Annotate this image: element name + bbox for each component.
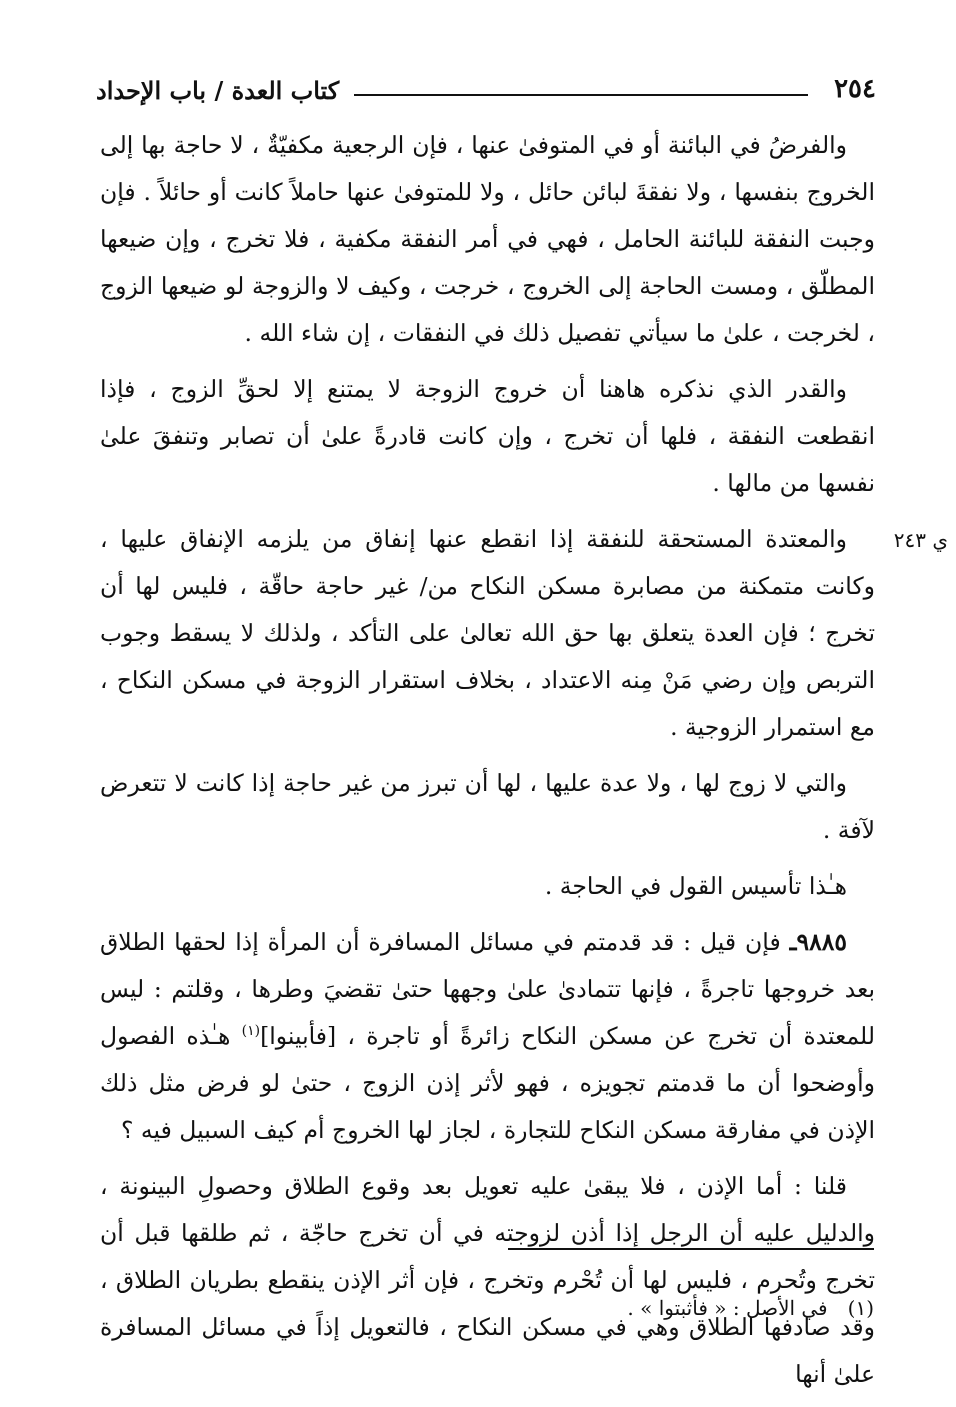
paragraph: والفرضُ في البائنة أو في المتوفىٰ عنها ، فإن الرجعية مكفيّةٌ ، لا حاجة بها إلى الخروج بنفسها ، ولا نفقةَ لبائن حائل ، ولا للمتوفىٰ عنها حاملاً كانت أو حائلاً . فإن وجبت النفقة للبائنة الحامل ، فهي في أمر النفقة مكفية ، فلا تخرج ، وإن ضيعها المطلّق ، ومست الحاجة إلى الخروج ، خرجت ، وكيف لا والزوجة لو ضيعها الزوج ، لخرجت ، علىٰ ما سيأتي تفصيل ذلك في النفقات ، إن شاء الله . (100, 131, 875, 347)
main-text (100, 122, 875, 1407)
paragraph (100, 919, 875, 1154)
chapter-title: كتاب العدة / باب الإحداد (96, 76, 340, 105)
paragraph: والمعتدة المستحقة للنفقة إذا انقطع عنها إنفاق من يلزمه الإنفاق عليها ، وكانت متمكنة من مصابرة مسكن النكاح من/ غير حاجة حاقّة ، فليس لها أن تخرج ؛ فإن العدة يتعلق بها حق الله تعالىٰ على التأكد ، ولذلك لا يسقط وجوب التربص وإن رضي مَنْ مِنه الاعتداد ، بخلاف استقرار الزوجة في مسكن النكاح ، مع استمرار الزوجية . (100, 525, 875, 741)
paragraph: والقدر الذي نذكره هاهنا أن خروج الزوجة لا يمتنع إلا لحقِّ الزوج ، فإذا انقطعت النفقة ، فلها أن تخرج ، وإن كانت قادرةً علىٰ أن تصابر وتنفقَ علىٰ نفسها من مالها . (100, 375, 875, 497)
footnote-reference[interactable]: (١) (241, 1023, 261, 1040)
paragraph: هـٰذا تأسيس القول في الحاجة . (544, 872, 847, 900)
paragraph: والتي لا زوج لها ، ولا عدة عليها ، لها أن تبرز من غير حاجة إذا كانت لا تتعرض لآفة . (100, 769, 875, 844)
footnote-text: في الأصل : « فأثبتوا » . (627, 1296, 828, 1320)
footnote-separator (508, 1248, 874, 1250)
paragraph-text: هـٰذه الفصول وأوضحوا أن ما قدمتم تجويزه ، فهو لأثر إذن الزوج ، حتىٰ لو فرض مثل ذلك الإذن في مفارقة مسكن النكاح للتجارة ، لجاز لها الخروج أم كيف السبيل فيه ؟ (100, 1022, 875, 1144)
paragraph-text: فإن قيل : قد قدمتم في مسائل المسافرة أن المرأة إذا لحقها الطلاق بعد خروجها تاجرةً ، فإنها تتمادىٰ علىٰ وجهها حتىٰ تقضيَ وطرها ، وقلتم : ليس للمعتدة أن تخرج عن مسكن النكاح زائرةً أو تاجرة ، [فأبينوا] (100, 928, 875, 1050)
paragraph: قلنا : أما الإذن ، فلا يبقىٰ عليه تعويل بعد وقوع الطلاق وحصولِ البينونة ، والدليل عليه أن الرجل إذا أذن لزوجته في أن تخرج حاجّة ، ثم طلقها قبل أن تخرج وتُحرم ، فليس لها أن تُحْرم وتخرج ، فإن أثر الإذن ينقطع بطريان الطلاق ، وقد صادفها الطلاق وهي في مسكن النكاح ، فالتعويل إذاً في مسائل المسافرة علىٰ أنها (100, 1172, 875, 1388)
section-number: ٩٨٨٥ـ (789, 928, 847, 956)
footnote-number: (١) (847, 1296, 874, 1320)
footnote (94, 1296, 874, 1320)
header-rule (354, 94, 808, 96)
page-number: ٢٥٤ (834, 74, 876, 104)
running-header (96, 74, 876, 110)
manuscript-page-reference: ي ٢٤٣ (893, 528, 948, 552)
